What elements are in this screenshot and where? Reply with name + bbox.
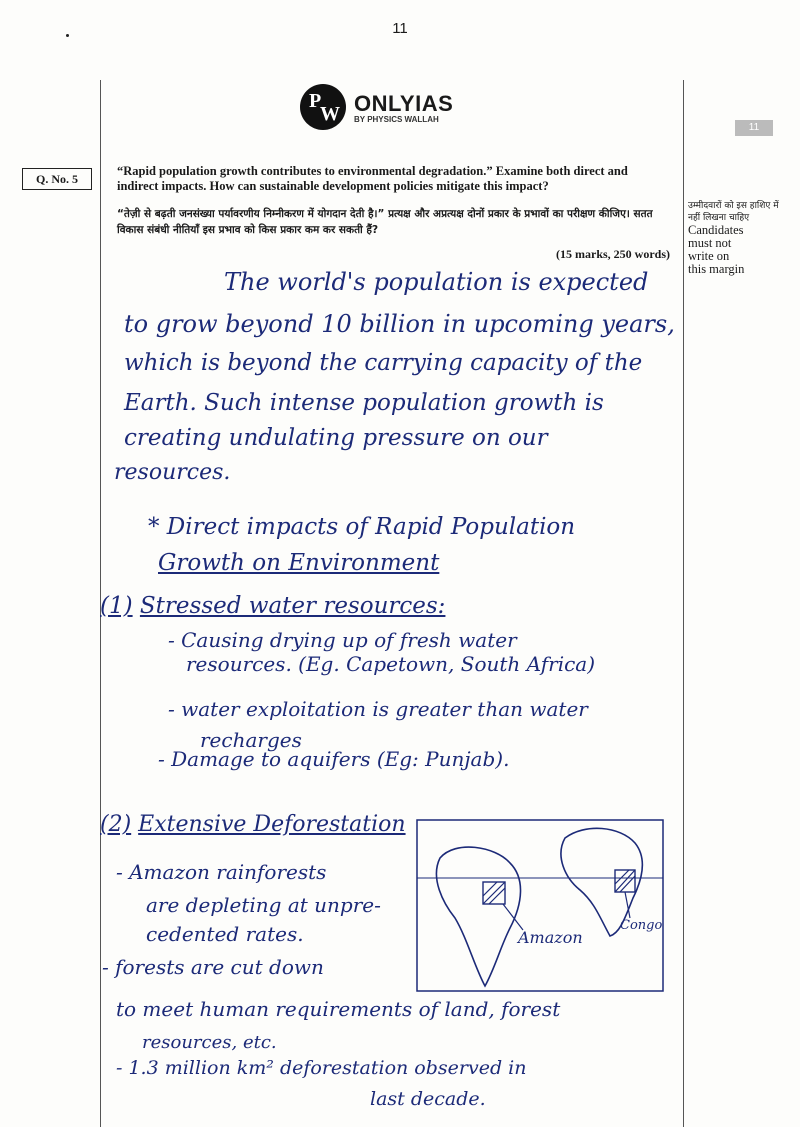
amazon-map-label: Amazon	[518, 928, 583, 947]
answer-intro-line: Earth. Such intense population growth is	[124, 390, 604, 416]
water-bullet: recharges	[200, 728, 302, 752]
pw-logo-icon: P W	[300, 84, 346, 130]
water-bullet: - Damage to aquifers (Eg: Punjab).	[158, 747, 510, 771]
rainforest-map-sketch	[415, 818, 665, 993]
margin-warning-line: write on	[688, 249, 730, 263]
amazon-pointer	[503, 904, 523, 930]
logo-title: ONLYIAS	[354, 90, 454, 116]
deforestation-bullet: to meet human requirements of land, forest	[116, 997, 561, 1021]
water-bullet: - Causing drying up of fresh water	[168, 628, 517, 652]
answer-intro-line: The world's population is expected	[224, 268, 649, 296]
answer-intro-line: creating undulating pressure on our	[124, 425, 548, 451]
deforestation-bullet: - forests are cut down	[102, 955, 324, 979]
answer-intro-line: resources.	[114, 460, 231, 485]
answer-intro-line: which is beyond the carrying capacity of the	[124, 350, 643, 376]
margin-warning-hindi: उम्मीदवारों को इस हाशिए में नहीं लिखना चाहिए	[688, 201, 779, 223]
deforestation-bullet: cedented rates.	[146, 922, 304, 946]
corner-dot	[66, 34, 69, 37]
question-hindi: “तेज़ी से बढ़ती जनसंख्या पर्यावरणीय निम्नीकरण में योगदान देती है।” प्रत्यक्ष और अप्रत्यक्ष दोनों प्रकार के प्रभावों का परीक्षण कीजिए। सतत विकास संबंधी नीतियाँ इस प्रभाव को किस प्रकार कम कर सकती हैं?	[117, 208, 653, 236]
direct-impacts-heading-cont: Growth on Environment	[158, 550, 440, 576]
page-number: 11	[392, 20, 408, 37]
margin-warning-line: must not	[688, 236, 732, 250]
congo-map-label: Congo	[620, 918, 663, 933]
margin-warning-line: this margin	[688, 262, 745, 276]
deforestation-bullet: resources, etc.	[142, 1032, 277, 1053]
page-tab: 11	[735, 120, 773, 136]
question-number-box: Q. No. 5	[22, 168, 92, 190]
marks-label: (15 marks, 250 words)	[556, 247, 670, 261]
question-english: “Rapid population growth contributes to environmental degradation.” Examine both direct and indirect impacts. How can sustainable development policies mitigate this impact?	[117, 164, 628, 193]
logo-subtitle: BY PHYSICS WALLAH	[354, 114, 439, 124]
brand-logo	[300, 84, 453, 130]
answer-intro-line: to grow beyond 10 billion in upcoming years,	[124, 310, 675, 338]
margin-warning-line: Candidates	[688, 223, 744, 237]
map-frame	[417, 820, 663, 991]
deforestation-bullet: - Amazon rainforests	[116, 860, 327, 884]
direct-impacts-heading: * Direct impacts of Rapid Population	[148, 514, 576, 540]
south-america-outline	[436, 847, 520, 986]
deforestation-bullet: last decade.	[370, 1088, 486, 1110]
section-deforestation-title: (2) Extensive Deforestation	[100, 812, 406, 837]
right-margin-rule	[683, 80, 684, 1127]
section-water-title: (1) Stressed water resources:	[100, 593, 446, 619]
deforestation-bullet: are depleting at unpre-	[146, 893, 381, 917]
water-bullet: - water exploitation is greater than water	[168, 697, 588, 721]
deforestation-bullet: - 1.3 million km² deforestation observed in	[116, 1057, 527, 1079]
water-bullet: resources. (Eg. Capetown, South Africa)	[186, 652, 596, 676]
margin-warning	[688, 200, 788, 276]
